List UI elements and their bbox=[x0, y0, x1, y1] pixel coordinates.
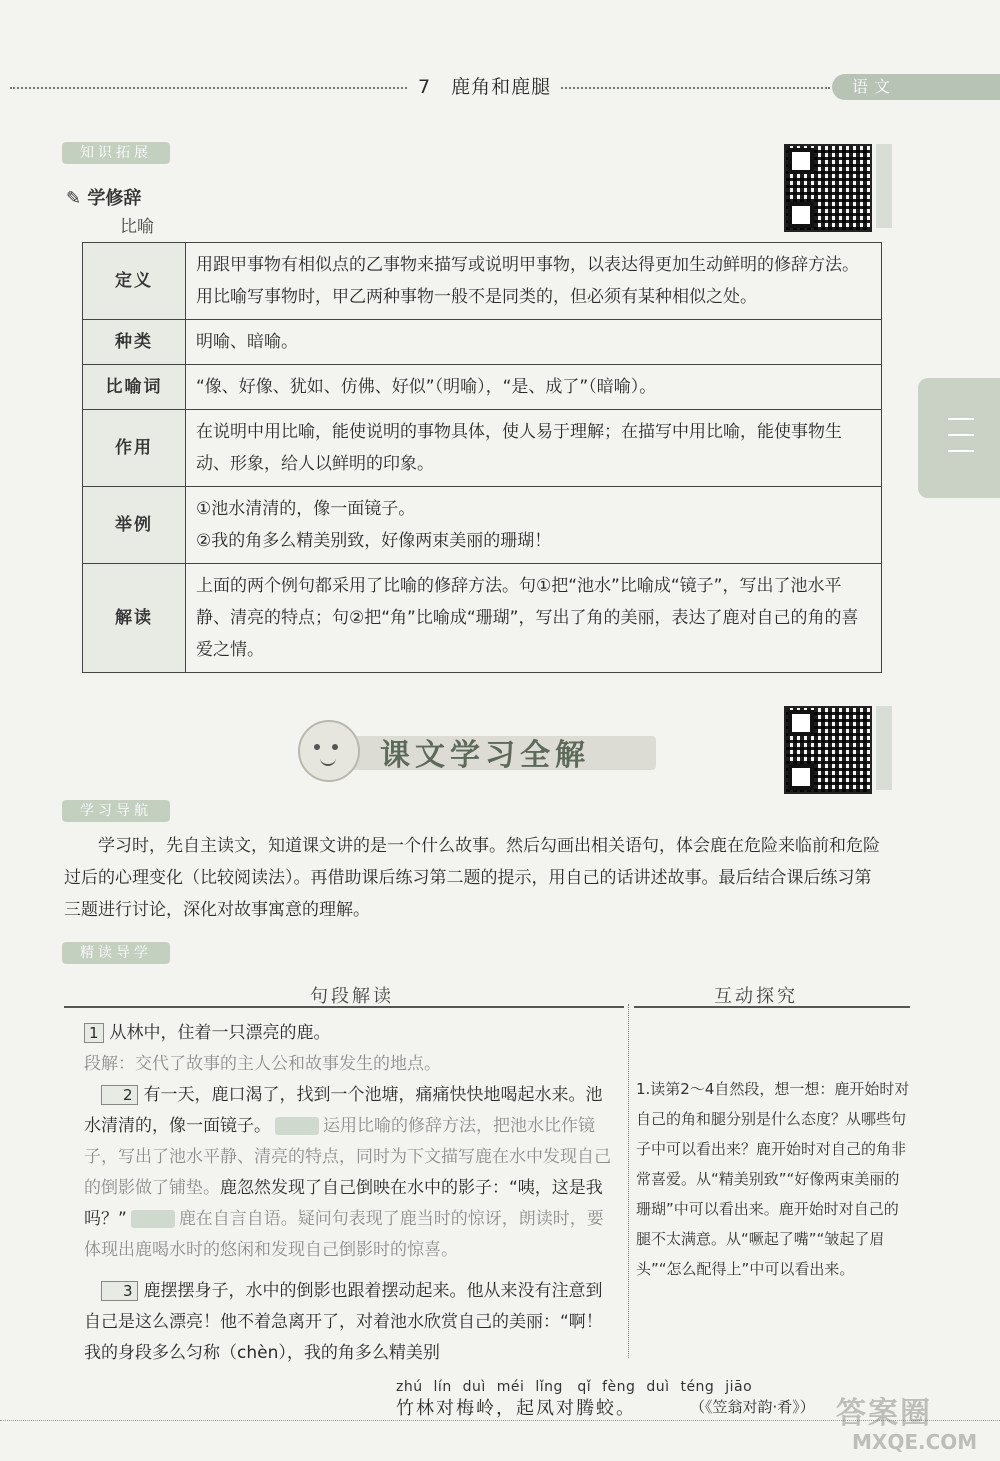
section-tag-knowledge: 知识拓展 bbox=[62, 142, 170, 164]
table-row bbox=[83, 564, 882, 673]
table-row bbox=[83, 487, 882, 564]
paragraph-note: 运用比喻的修辞方法，把池水比作镜子，写出了池水平静、清亮的特点，同时为下文描写鹿在水中发现自己的倒影做了铺垫。 bbox=[84, 1116, 611, 1198]
definition-table bbox=[82, 242, 882, 673]
column-heading-left: 句段解读 bbox=[310, 986, 394, 1007]
explore-question: 1.读第2～4自然段，想一想：鹿开始时对自己的角和腿分别是什么态度？从哪些句子中可以看出来？鹿开始时对自己的角非常喜爱。从“精美别致”“好像两束美丽的珊瑚”中可以看出来。鹿开始时对自己的腿不太满意。从“噘起了嘴”“皱起了眉头”“怎么配得上”中可以看出来。 bbox=[636, 1080, 910, 1278]
table-row bbox=[83, 320, 882, 365]
section-tag-guide: 学习导航 bbox=[62, 800, 170, 822]
row-label: 定义 bbox=[83, 243, 186, 320]
qr-side-strip bbox=[876, 144, 892, 228]
section-banner bbox=[298, 720, 658, 780]
row-label: 举例 bbox=[83, 487, 186, 564]
section-heading-label: 学修辞 bbox=[87, 188, 142, 209]
note-tag bbox=[275, 1117, 319, 1135]
qr-code-icon[interactable] bbox=[784, 706, 872, 794]
table-row bbox=[83, 243, 882, 320]
qr-code-icon[interactable] bbox=[784, 144, 872, 232]
paragraph-2 bbox=[84, 1080, 616, 1266]
paragraph-text: 从林中，住着一只漂亮的鹿。 bbox=[109, 1023, 331, 1043]
column-divider bbox=[628, 1004, 629, 1358]
section-tag-reading: 精读导学 bbox=[62, 942, 170, 964]
paragraph-text: 鹿忽然发现了自己倒映在水中的影子：“咦，这是我吗？” bbox=[84, 1178, 603, 1229]
paragraph-number: 3 bbox=[101, 1281, 138, 1301]
chapter-side-tab bbox=[918, 378, 1000, 498]
cartoon-girl-icon bbox=[298, 720, 360, 782]
row-text: 用跟甲事物有相似点的乙事物来描写或说明甲事物，以表达得更加生动鲜明的修辞方法。用比喻写事物时，甲乙两种事物一般不是同类的，但必须有某种相似之处。 bbox=[186, 243, 882, 320]
row-label: 种类 bbox=[83, 320, 186, 365]
note-tag bbox=[131, 1210, 175, 1228]
watermark-logo: 答案圈 bbox=[836, 1396, 932, 1431]
row-text: ①池水清清的，像一面镜子。 ②我的角多么精美别致，好像两束美丽的珊瑚！ bbox=[186, 487, 882, 564]
column-rule-left bbox=[64, 1006, 624, 1008]
column-heading-right: 互动探究 bbox=[714, 986, 798, 1007]
paragraph-text: 有一天，鹿口渴了，找到一个池塘，痛痛快快地喝起水来。池水清清的，像一面镜子。 bbox=[84, 1085, 603, 1136]
paragraph-note: 鹿在自言自语。疑问句表现了鹿当时的惊讶，朗读时，要体现出鹿喝水时的悠闲和发现自己倒影时的惊喜。 bbox=[84, 1209, 604, 1260]
table-row bbox=[83, 410, 882, 487]
column-rule-right bbox=[634, 1006, 910, 1008]
section-heading bbox=[66, 184, 141, 210]
footer-source: （《笠翁对韵·肴》） bbox=[690, 1398, 815, 1416]
banner-title: 课文学习全解 bbox=[380, 738, 590, 773]
row-label: 比喻词 bbox=[83, 365, 186, 410]
row-text: 明喻、暗喻。 bbox=[186, 320, 882, 365]
table-row bbox=[83, 365, 882, 410]
footer-verse: 竹林对梅岭，起凤对腾蛟。 bbox=[396, 1398, 636, 1419]
topic-label: 比喻 bbox=[120, 217, 154, 237]
row-label: 作用 bbox=[83, 410, 186, 487]
paragraph-3 bbox=[84, 1276, 616, 1369]
study-guide-paragraph: 学习时，先自主读文，知道课文讲的是一个什么故事。然后勾画出相关语句，体会鹿在危险来临前和危险过后的心理变化（比较阅读法）。再借助课后练习第二题的提示，用自己的话讲述故事。最后结合课后练习第三题进行讨论，深化对故事寓意的理解。 bbox=[64, 836, 880, 920]
footer-pinyin: zhú lín duì méi lǐng qǐ fèng duì téng jiāo bbox=[396, 1379, 753, 1395]
subject-tab: 语文 bbox=[832, 74, 1000, 100]
paragraph-number: 2 bbox=[101, 1085, 138, 1105]
paragraph-note: 段解：交代了故事的主人公和故事发生的地点。 bbox=[84, 1054, 441, 1074]
row-label: 解读 bbox=[83, 564, 186, 673]
row-text: 上面的两个例句都采用了比喻的修辞方法。句①把“池水”比喻成“镜子”，写出了池水平静、清亮的特点；句②把“角”比喻成“珊瑚”，写出了角的美丽，表达了鹿对自己的角的喜爱之情。 bbox=[186, 564, 882, 673]
qr-side-strip bbox=[876, 706, 892, 790]
page-title: 7 鹿角和鹿腿 bbox=[408, 72, 561, 99]
paragraph-1 bbox=[84, 1018, 616, 1080]
row-text: “像、好像、犹如、仿佛、好似”（明喻），“是、成了”（暗喻）。 bbox=[186, 365, 882, 410]
pencil-icon: ✎ bbox=[66, 188, 82, 209]
row-text: 在说明中用比喻，能使说明的事物具体，使人易于理解；在描写中用比喻，能使事物生动、形象，给人以鲜明的印象。 bbox=[186, 410, 882, 487]
paragraph-text: 鹿摆摆身子，水中的倒影也跟着摆动起来。他从来没有注意到自己是这么漂亮！他不着急离开了，对着池水欣赏自己的美丽：“啊！我的身段多么匀称（chèn），我的角多么精美别 bbox=[84, 1281, 603, 1363]
paragraph-number: 1 bbox=[84, 1023, 104, 1043]
watermark-url: MXQE.COM bbox=[852, 1430, 978, 1454]
